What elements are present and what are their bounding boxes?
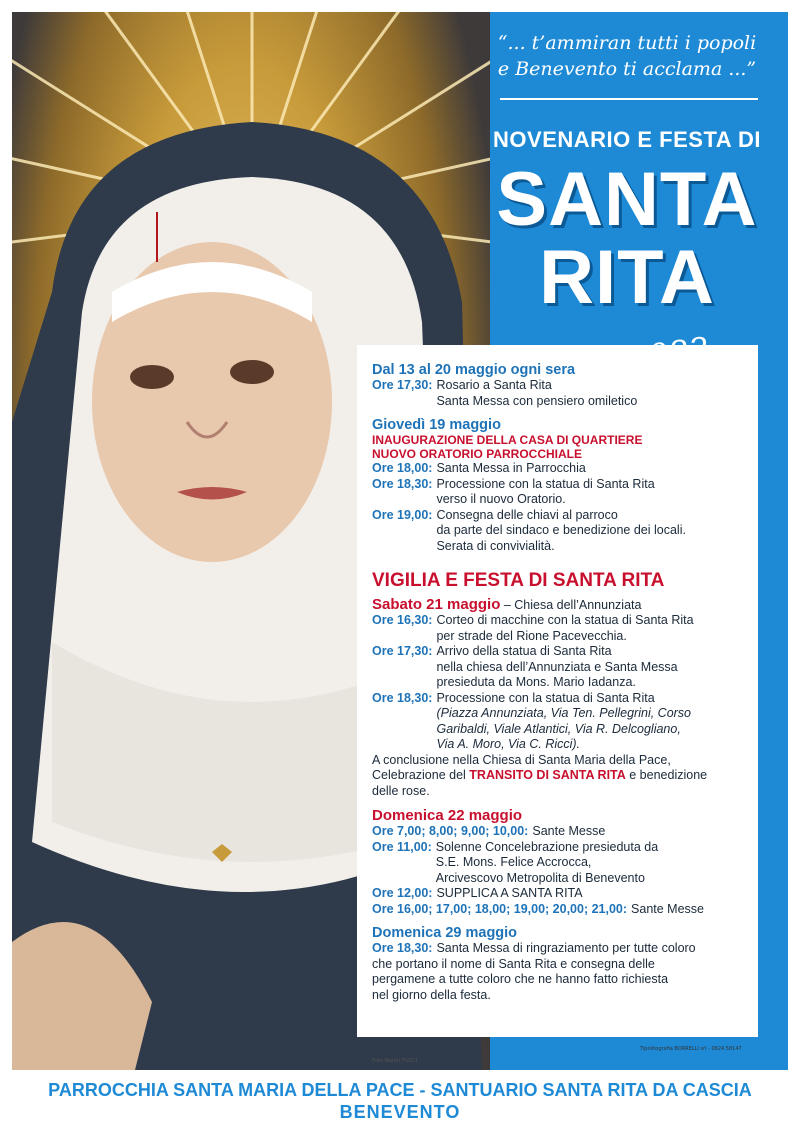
quote-line-2: e Benevento ti acclama ...” — [497, 58, 757, 80]
title-line-2: RITA — [539, 235, 715, 320]
subtitle: NOVENARIO E FESTA DI — [493, 127, 761, 152]
list-item: Ore 17,30: Arrivo della statua di Santa Rita — [372, 644, 612, 658]
list-item: Ore 7,00; 8,00; 9,00; 10,00: Sante Messe — [372, 824, 606, 838]
list-item: Ore 19,00: Consegna delle chiavi al parroco — [372, 507, 618, 522]
block-3-heading: Sabato 21 maggio – Chiesa dell’Annunziata — [372, 596, 642, 613]
list-item: per strade del Rione Pacevecchia. — [436, 628, 627, 643]
list-item: Ore 18,30: Santa Messa di ringraziamento per tutte coloro che portano il nome di Santa Rita e consegna delle pergamene a tutte coloro che ne hanno fatto richiesta nel giorno della festa. — [372, 941, 696, 1002]
list-item: presieduta da Mons. Mario Iadanza. — [436, 675, 636, 689]
list-item: da parte del sindaco e benedizione dei locali. — [436, 523, 686, 537]
quote-line-1: “... t’ammiran tutti i popoli — [497, 32, 757, 54]
list-item: Santa Messa con pensiero omiletico — [436, 393, 638, 408]
list-item: (Piazza Annunziata, Via Ten. Pellegrini, Corso — [436, 706, 692, 720]
conclusion-text: A conclusione nella Chiesa di Santa Maria della Pace, Celebrazione del TRANSITO DI SANTA RITA e benedizione delle rose. — [372, 752, 708, 798]
list-item: Ore 16,30: Corteo di macchine con la statua di Santa Rita — [372, 613, 694, 627]
list-item: verso il nuovo Oratorio. — [436, 492, 566, 506]
list-item: Ore 16,00; 17,00; 18,00; 19,00; 20,00; 21,00: Sante Messe — [372, 901, 705, 916]
block-2-heading: Giovedì 19 maggio — [372, 417, 501, 433]
block-5-heading: Domenica 29 maggio — [372, 925, 518, 941]
list-item: Arcivescovo Metropolita di Benevento — [435, 870, 645, 885]
section-heading: VIGILIA E FESTA DI SANTA RITA — [372, 570, 665, 591]
list-item: Ore 11,00: Solenne Concelebrazione presieduta da — [372, 839, 659, 854]
list-item: nella chiesa dell’Annunziata e Santa Messa — [436, 659, 678, 674]
program — [372, 362, 752, 1003]
event-title: INAUGURAZIONE DELLA CASA DI QUARTIERE — [372, 433, 643, 447]
list-item: Ore 18,00: Santa Messa in Parrocchia — [372, 461, 586, 475]
printer-credit: Tipolitografia BORRELLI srl - 0824.58147 — [640, 1046, 742, 1052]
event-title: NUOVO ORATORIO PARROCCHIALE — [372, 447, 583, 461]
list-item: Ore 18,30: Processione con la statua di Santa Rita — [372, 690, 655, 705]
list-item: Ore 18,30: Processione con la statua di Santa Rita — [372, 476, 655, 491]
list-item: S.E. Mons. Felice Accrocca, — [435, 855, 592, 869]
divider — [500, 98, 758, 100]
photo-credit: Foto Walter FUCCI — [372, 1058, 418, 1064]
list-item: Ore 12,00: SUPPLICA A SANTA RITA — [372, 886, 583, 900]
footer-parish: PARROCCHIA SANTA MARIA DELLA PACE - SANTUARIO SANTA RITA DA CASCIA — [48, 1080, 752, 1100]
title-line-1: SANTA — [496, 157, 758, 242]
quote — [478, 30, 776, 82]
list-item: Garibaldi, Viale Atlantici, Via R. Delcogliano, — [436, 721, 681, 736]
list-item: Serata di convivialità. — [436, 538, 555, 553]
footer-city: BENEVENTO — [339, 1102, 461, 1122]
block-4-heading: Domenica 22 maggio — [372, 807, 523, 824]
list-item: Ore 17,30: Rosario a Santa Rita — [372, 378, 552, 392]
block-1-heading: Dal 13 al 20 maggio ogni sera — [372, 362, 576, 378]
list-item: Via A. Moro, Via C. Ricci). — [436, 737, 581, 751]
